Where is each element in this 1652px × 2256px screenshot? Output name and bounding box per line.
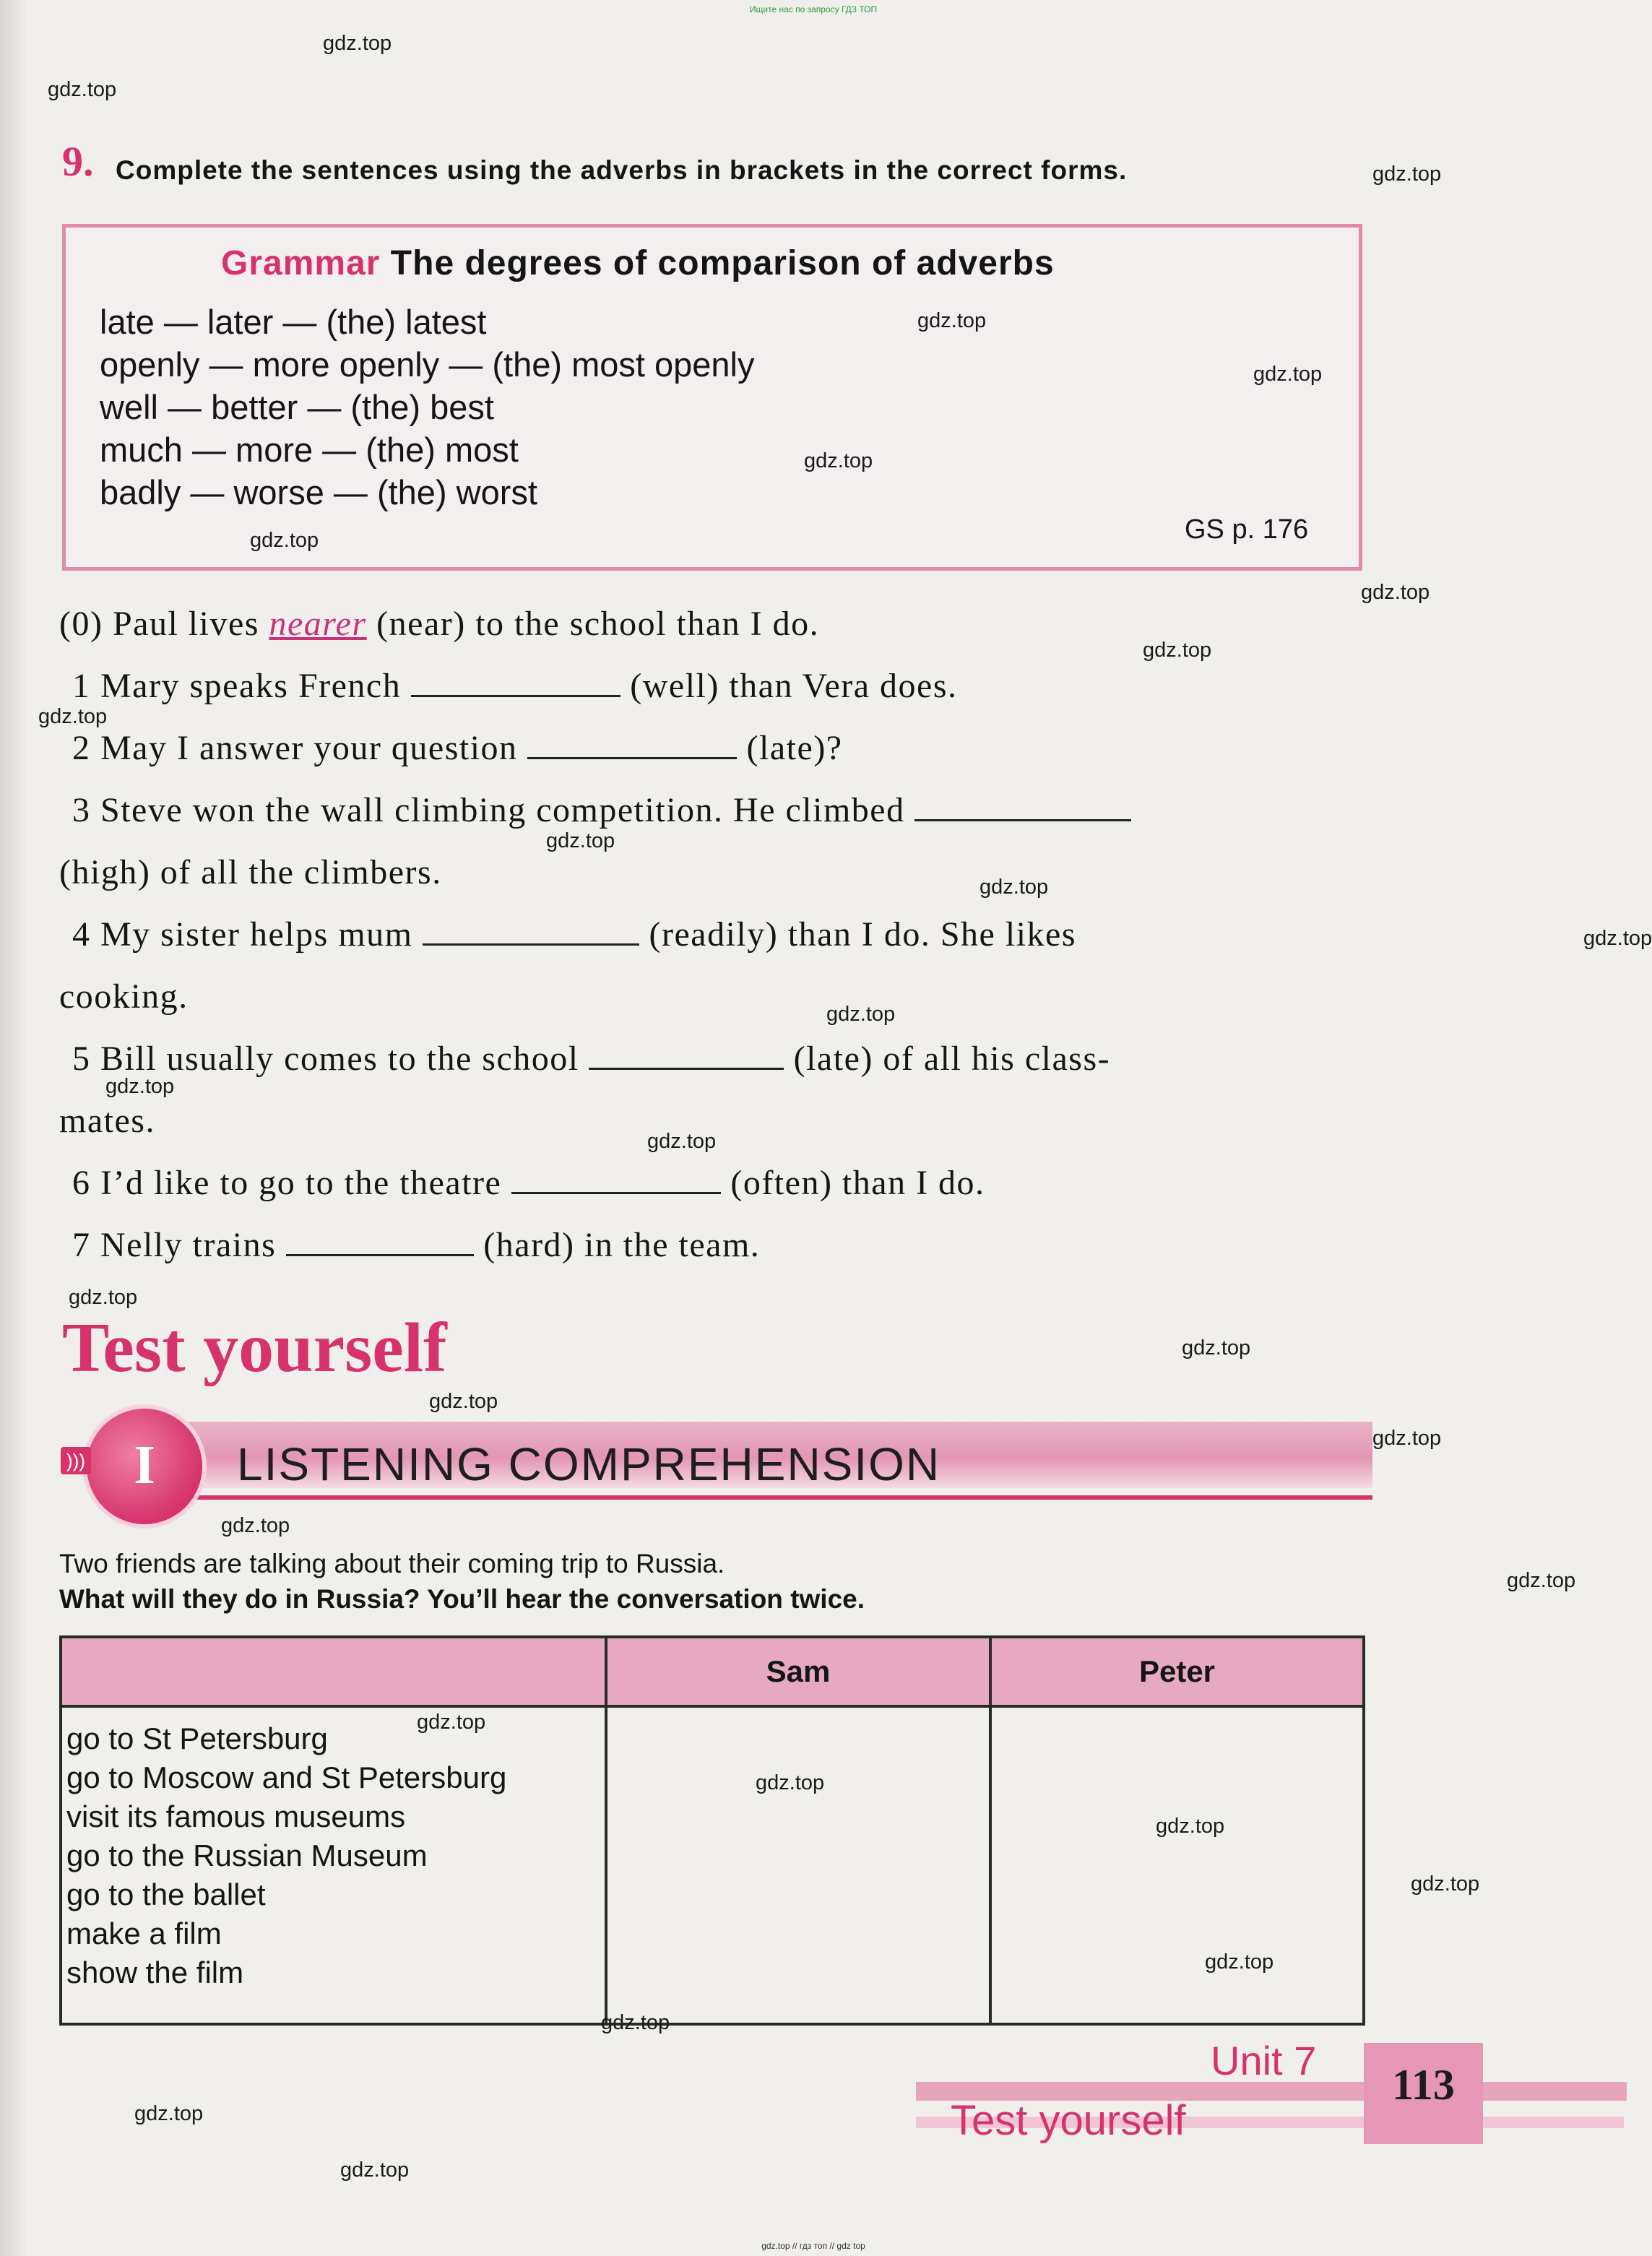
peter-answer-cell[interactable] <box>990 1706 1364 2024</box>
sentence-6 <box>72 1163 985 1203</box>
table-header-row <box>61 1637 1364 1706</box>
answer-blank[interactable] <box>286 1228 474 1256</box>
watermark: gdz.top <box>1205 1950 1274 1974</box>
sentence-text: (well) than Vera does. <box>630 667 958 705</box>
watermark: gdz.top <box>647 1130 717 1153</box>
footer-note: gdz.top // гдз топ // gdz top <box>761 2241 865 2251</box>
footer-section-title: Test yourself <box>951 2097 1186 2144</box>
watermark: gdz.top <box>1253 363 1323 386</box>
answer-blank[interactable] <box>589 1042 784 1070</box>
grammar-line: much — more — (the) most <box>100 431 519 469</box>
sentence-7 <box>72 1225 760 1265</box>
unit-label: Unit 7 <box>1211 2038 1317 2083</box>
sentence-text: 4 My sister helps mum <box>72 915 413 954</box>
sentence-text: (0) Paul lives <box>59 605 259 643</box>
option-item: make a film <box>66 1916 222 1950</box>
example-answer: nearer <box>269 605 367 643</box>
options-cell <box>61 1706 606 2024</box>
watermark: gdz.top <box>134 2102 204 2125</box>
grammar-label: Grammar <box>221 244 381 282</box>
sentence-1 <box>72 666 958 706</box>
watermark: gdz.top <box>48 78 117 101</box>
sentence-4-continued: cooking. <box>59 977 189 1016</box>
table-header-sam: Sam <box>606 1637 990 1706</box>
watermark: gdz.top <box>1411 1872 1480 1896</box>
watermark: gdz.top <box>1361 581 1430 604</box>
answer-blank[interactable] <box>527 731 737 759</box>
grammar-line: late — later — (the) latest <box>100 303 487 341</box>
option-item: visit its famous museums <box>66 1799 406 1833</box>
sentence-3 <box>72 790 1131 830</box>
watermark: gdz.top <box>1143 639 1212 662</box>
sentence-text: 7 Nelly trains <box>72 1226 277 1264</box>
watermark: gdz.top <box>323 32 392 55</box>
sentence-4 <box>72 915 1076 954</box>
watermark: gdz.top <box>826 1003 896 1026</box>
answer-blank[interactable] <box>411 669 620 697</box>
listening-question: What will they do in Russia? You’ll hear the conversation twice. <box>59 1584 865 1614</box>
sentence-text: 5 Bill usually comes to the school <box>72 1040 579 1078</box>
grammar-reference: GS p. 176 <box>1185 514 1309 545</box>
sentence-text: (often) than I do. <box>730 1164 985 1202</box>
sentence-text: (near) to the school than I do. <box>376 605 820 643</box>
section-title: LISTENING COMPREHENSION <box>237 1438 941 1490</box>
sentence-5-continued: mates. <box>59 1102 155 1140</box>
sentence-2 <box>72 728 843 768</box>
sentence-text: (late) of all his class- <box>793 1040 1111 1078</box>
page-edge-shadow <box>0 0 29 2256</box>
watermark: gdz.top <box>546 829 615 852</box>
grammar-line: well — better — (the) best <box>100 388 494 426</box>
watermark: gdz.top <box>417 1711 486 1734</box>
sentence-text: (readily) than I do. She likes <box>649 915 1077 954</box>
option-item: go to St Petersburg <box>66 1721 328 1755</box>
sentence-text: (hard) in the team. <box>483 1226 761 1264</box>
sentence-text: (late)? <box>746 729 843 767</box>
option-item: go to Moscow and St Petersburg <box>66 1760 507 1794</box>
sentence-text: 1 Mary speaks French <box>72 667 402 705</box>
option-item: go to the ballet <box>66 1877 266 1911</box>
sentence-text: 2 May I answer your question <box>72 729 518 767</box>
sentence-0 <box>59 604 819 644</box>
test-yourself-title: Test yourself <box>62 1309 447 1387</box>
option-item: show the film <box>66 1955 244 1989</box>
sentence-text: 6 I’d like to go to the theatre <box>72 1164 502 1202</box>
watermark: gdz.top <box>38 705 108 728</box>
page-number: 113 <box>1392 2061 1455 2109</box>
answer-blank[interactable] <box>511 1166 721 1194</box>
watermark: gdz.top <box>1156 1815 1225 1838</box>
exercise-instruction: Complete the sentences using the adverbs in brackets in the correct forms. <box>116 155 1128 185</box>
watermark: gdz.top <box>1372 163 1442 186</box>
header-note: Ищите нас по запросу ГДЗ ТОП <box>749 4 878 14</box>
watermark: gdz.top <box>601 2011 670 2034</box>
sentence-text: 3 Steve won the wall climbing competition. He climbed <box>72 791 905 829</box>
option-item: go to the Russian Museum <box>66 1838 428 1872</box>
listening-intro: Two friends are talking about their coming trip to Russia. <box>59 1549 725 1578</box>
grammar-heading: The degrees of comparison of adverbs <box>390 244 1055 282</box>
table-row <box>61 1706 1364 2024</box>
watermark: gdz.top <box>69 1286 138 1309</box>
watermark: gdz.top <box>429 1390 498 1413</box>
table-header-blank <box>61 1637 606 1706</box>
grammar-line: openly — more openly — (the) most openly <box>100 345 755 384</box>
answer-blank[interactable] <box>423 917 639 946</box>
sentence-3-continued: (high) of all the climbers. <box>59 853 442 891</box>
watermark: gdz.top <box>804 449 873 472</box>
watermark: gdz.top <box>1507 1569 1576 1592</box>
watermark: gdz.top <box>979 876 1049 899</box>
sam-answer-cell[interactable] <box>606 1706 990 2024</box>
table-header-peter: Peter <box>990 1637 1364 1706</box>
watermark: gdz.top <box>1372 1427 1442 1450</box>
watermark: gdz.top <box>756 1771 825 1794</box>
answer-blank[interactable] <box>914 793 1131 821</box>
audio-icon[interactable]: ))) <box>61 1447 91 1474</box>
watermark: gdz.top <box>250 529 319 552</box>
sentence-5 <box>72 1039 1110 1079</box>
watermark: gdz.top <box>340 2158 410 2182</box>
section-underline <box>188 1495 1372 1500</box>
watermark: gdz.top <box>221 1514 290 1537</box>
watermark: gdz.top <box>917 309 987 332</box>
exercise-number: 9. <box>62 138 94 185</box>
watermark: gdz.top <box>1182 1336 1251 1360</box>
grammar-title <box>221 243 1055 283</box>
watermark: gdz.top <box>1583 927 1652 950</box>
section-number: I <box>134 1435 155 1495</box>
grammar-line: badly — worse — (the) worst <box>100 473 537 511</box>
watermark: gdz.top <box>105 1075 175 1098</box>
